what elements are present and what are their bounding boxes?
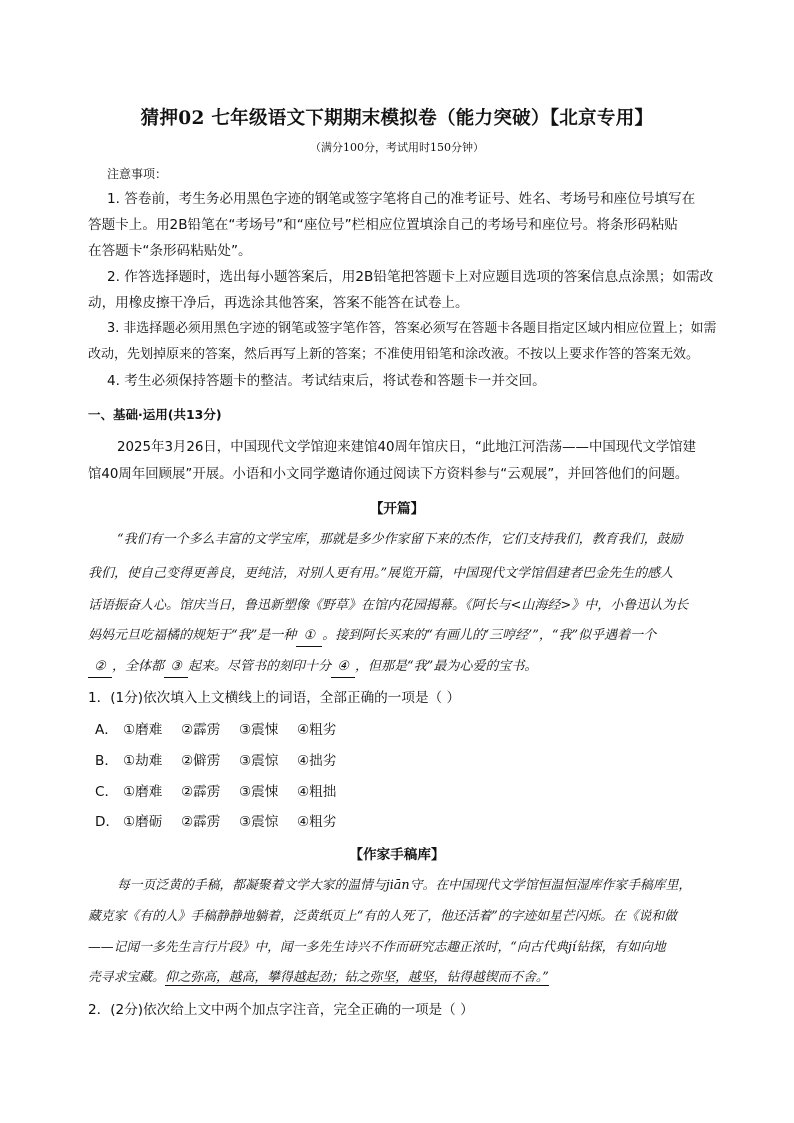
option-word: ③震悚	[239, 722, 279, 738]
passage-line: 藏克家《有的人》手稿静静地躺着，泛黄纸页上“有的人死了，他还活着”的字迹如星芒闪烁。在《说和做	[88, 909, 677, 924]
part-title-opening: 【开篇】	[369, 501, 425, 517]
blank-2: ②	[88, 657, 112, 678]
passage-line: ——记闻一多先生言行片段》中，闻一多先生诗兴不作而研究志趣正浓时，“向古代典jí钻探，有如向地	[88, 940, 666, 955]
option-label: A．	[95, 722, 118, 738]
part-title-manuscripts: 【作家手稿库】	[349, 847, 445, 863]
notice-line: 3. 非选择题必须用黑色字迹的钢笔或签字笔作答，答案必须写在答题卡各题目指定区域内相应位置上；如需	[107, 321, 717, 336]
option-word: ④粗拙	[297, 784, 337, 800]
option-word: ③震悚	[239, 784, 279, 800]
passage-line	[88, 657, 718, 678]
notice-line: 2. 作答选择题时，选出每小题答案后，用2B铅笔把答题卡上对应题目选项的答案信息点涂黑；如需改	[107, 269, 714, 285]
passage-line: 话语振奋人心。馆庆当日，鲁迅新塑像《野草》在馆内花园揭幕。《阿长与<山海经>》中，小鲁迅认为长	[88, 598, 689, 613]
notice-line: 答题卡上。用2B铅笔在“考场号”和“座位号”栏相应位置填涂自己的考场号和座位号。将条形码粘贴	[88, 217, 678, 233]
passage-text: ，全体都	[112, 659, 165, 674]
blank-4: ④	[331, 657, 355, 678]
question-1-stem: 1．(1分)依次填入上文横线上的词语，全部正确的一项是（ ）	[88, 690, 461, 706]
page-title: 猜押02 七年级语文下期期末模拟卷（能力突破）【北京专用】	[140, 108, 654, 129]
notice-line: 动，用橡皮擦干净后，再选涂其他答案，答案不能答在试卷上。	[88, 295, 469, 311]
option-word: ②霹雳	[181, 722, 221, 738]
passage-line: 每一页泛黄的手稿，都凝聚着文学大家的温情与jiān守。在中国现代文学馆恒温恒湿库作家手稿库里，	[117, 878, 692, 893]
blank-1: ①	[296, 626, 322, 647]
q1-option-b[interactable]	[95, 751, 725, 771]
option-label: D．	[95, 814, 120, 830]
notice-line: 4. 考生必须保持答题卡的整洁。考试结束后，将试卷和答题卡一并交回。	[107, 373, 546, 389]
page-subtitle: （满分100分，考试用时150分钟）	[310, 141, 484, 154]
notice-line: 改动，先划掉原来的答案，然后再写上新的答案；不准使用铅笔和涂改液。不按以上要求作答的答案无效。	[88, 347, 700, 362]
passage-line: “我们有一个多么丰富的文学宝库，那就是多少作家留下来的杰作，它们支持我们，教育我们，鼓励	[117, 532, 683, 547]
notice-line: 在答题卡“条形码粘贴处”。	[88, 243, 252, 259]
underlined-quote: 仰之弥高，越高，攀得越起劲；钻之弥坚，越坚，钻得越锲而不舍。”	[164, 970, 549, 985]
intro-line: 馆40周年回顾展”开展。小语和小文同学邀请你通过阅读下方资料参与“云观展”，并回答他们的问题。	[88, 467, 689, 482]
passage-text: ，但那是“我”最为心爱的宝书。	[355, 659, 538, 674]
passage-text: 壳寻求宝藏。	[88, 970, 165, 985]
passage-text: 起来。尽管书的刻印十分	[188, 659, 332, 674]
q1-option-c[interactable]	[95, 782, 725, 802]
notice-line: 1. 答卷前，考生务必用黑色字迹的钢笔或签字笔将自己的准考证号、姓名、考场号和座位号填写在	[107, 191, 696, 207]
question-2-stem: 2．(2分)依次给上文中两个加点字注音，完全正确的一项是（ ）	[88, 1002, 474, 1018]
passage-text: 妈妈元旦吃福橘的规矩于“我”是一种	[88, 628, 297, 643]
option-label: B．	[95, 753, 118, 769]
option-word: ④粗劣	[297, 814, 337, 830]
blank-3: ③	[164, 657, 188, 678]
passage-line: 我们，使自己变得更善良，更纯洁，对别人更有用。”展览开篇，中国现代文学馆倡建者巴金先生的感人	[88, 566, 674, 581]
q1-option-a[interactable]	[95, 720, 725, 740]
option-word: ①劫难	[123, 753, 163, 769]
option-word: ②霹雳	[181, 814, 221, 830]
passage-line	[88, 968, 718, 988]
intro-line: 2025年3月26日，中国现代文学馆迎来建馆40周年馆庆日，“此地江河浩荡——中国现代文学馆建	[117, 440, 697, 455]
option-word: ①磨难	[123, 722, 163, 738]
passage-line	[88, 626, 718, 647]
option-word: ④粗劣	[297, 722, 337, 738]
option-word: ③震惊	[239, 753, 279, 769]
option-word: ②僻雳	[181, 753, 221, 769]
section-heading: 一、基础·运用(共13分)	[88, 407, 222, 422]
notice-heading: 注意事项：	[107, 167, 168, 181]
option-word: ②霹雳	[181, 784, 221, 800]
option-label: C．	[95, 784, 119, 800]
q1-option-d[interactable]	[95, 812, 725, 832]
passage-text: 。接到阿长买来的“有画儿的‘三哼经’”，“我”似乎遇着一个	[322, 628, 657, 643]
option-word: ③震惊	[239, 814, 279, 830]
option-word: ①磨砺	[123, 814, 163, 830]
option-word: ①磨难	[123, 784, 163, 800]
option-word: ④拙劣	[297, 753, 337, 769]
